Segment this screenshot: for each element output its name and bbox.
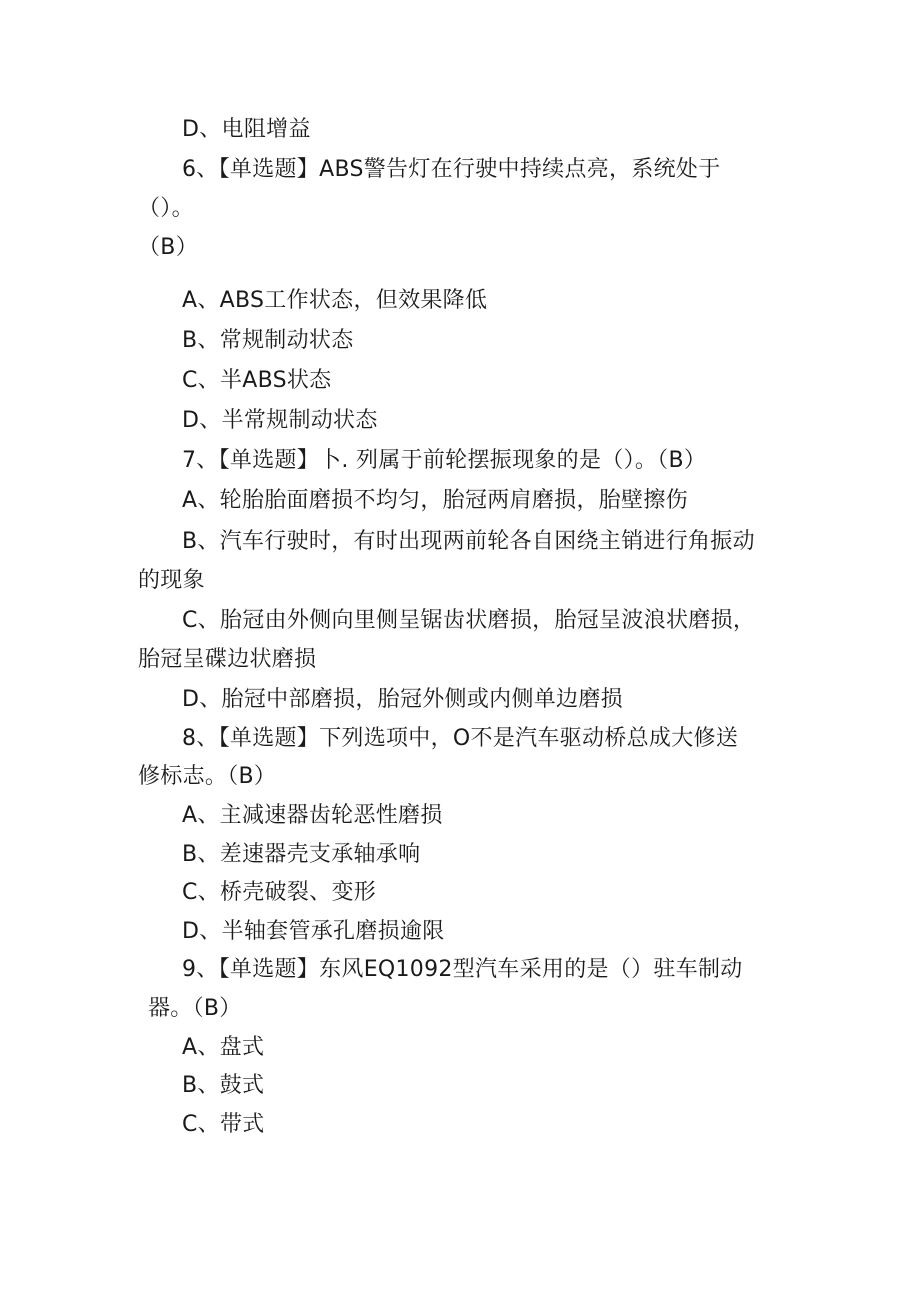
q7-option-c-line2: 胎冠呈碟边状磨损	[138, 647, 317, 672]
q9-option-b: B、鼓式	[182, 1073, 265, 1098]
q6-option-d: D、半常规制动状态	[182, 408, 378, 433]
q6-stem-line2: （）。	[138, 196, 194, 221]
q6-option-c: C、半ABS状态	[182, 368, 332, 393]
q8-option-b: B、差速器壳支承轴承响	[182, 842, 421, 867]
q8-option-d: D、半轴套管承孔磨损逾限	[182, 919, 445, 944]
q7-option-b-line1: B、汽车行驶时，有时出现两前轮各自困绕主销进行角振动	[182, 529, 755, 554]
q5-option-d: D、电阻增益	[182, 117, 311, 142]
q8-stem-line2: 修标志。（B）	[138, 764, 277, 789]
q8-stem-line1: 8、【单选题】下列选项中，O不是汽车驱动桥总成大修送	[182, 726, 739, 751]
q6-stem-line1: 6、【单选题】ABS警告灯在行驶中持续点亮，系统处于	[182, 157, 721, 182]
q8-option-c: C、桥壳破裂、变形	[182, 880, 377, 905]
q6-answer: （B）	[138, 235, 198, 260]
q9-stem-line1: 9、【单选题】东风EQ1092型汽车采用的是（）驻车制动	[182, 957, 743, 982]
q7-stem: 7、【单选题】卜. 列属于前轮摆振现象的是（）。（B）	[182, 448, 707, 473]
q9-option-c: C、带式	[182, 1112, 265, 1137]
q9-stem-line2: 器。（B）	[148, 996, 242, 1021]
q7-option-a: A、轮胎胎面磨损不均匀，胎冠两肩磨损，胎壁擦伤	[182, 488, 688, 513]
q7-option-b-line2: 的现象	[138, 568, 205, 593]
q9-option-a: A、盘式	[182, 1035, 265, 1060]
q6-option-b: B、常规制动状态	[182, 328, 354, 353]
q8-option-a: A、主减速器齿轮恶性磨损	[182, 803, 443, 828]
q7-option-c-line1: C、胎冠由外侧向里侧呈锯齿状磨损，胎冠呈波浪状磨损，	[182, 608, 756, 633]
q7-option-d: D、胎冠中部磨损，胎冠外侧或内侧单边磨损	[182, 687, 623, 712]
q6-option-a: A、ABS工作状态，但效果降低	[182, 288, 488, 313]
